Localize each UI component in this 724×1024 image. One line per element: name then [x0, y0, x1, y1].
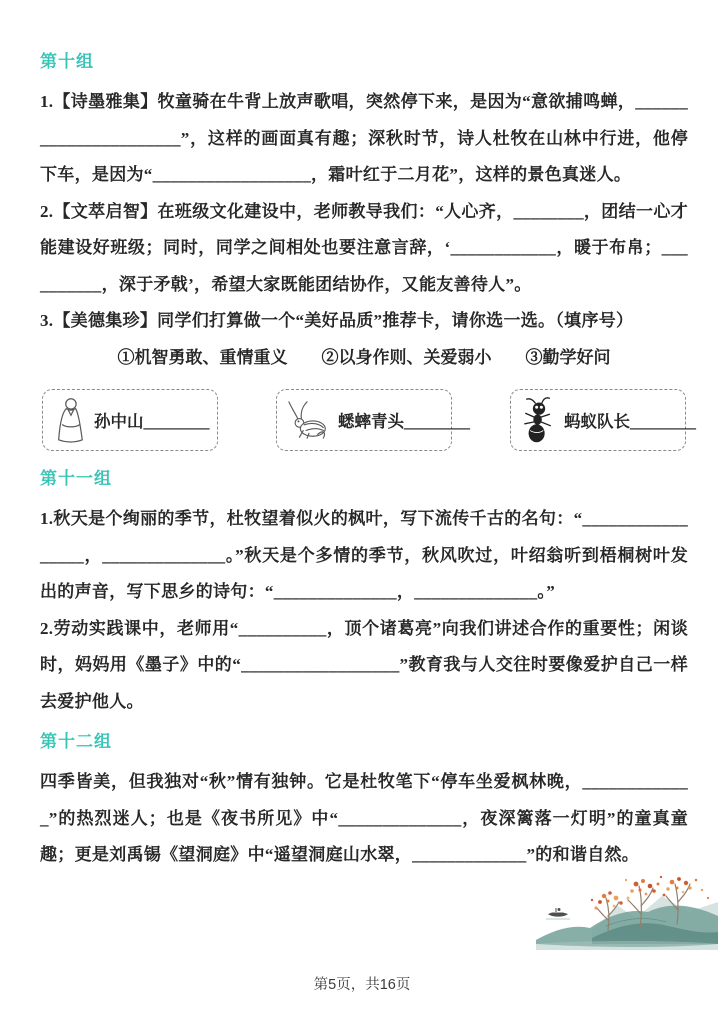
exercise-item: 1.秋天是个绚丽的季节，杜牧望着似火的枫叶，写下流传千古的名句：“_________________，______________。”秋天是个多情的季节，秋风吹过，叶绍翁听到梧桐树叶发出的声音，写下思乡的诗句：“______________，______________。”	[40, 509, 688, 601]
recommend-card-cricket-qingtou	[276, 389, 470, 451]
card-label: 孙中山________	[94, 412, 210, 431]
section-title: 第十一组	[40, 469, 112, 488]
options-line: ①机智勇敢、重情重义 ②以身作则、关爱弱小 ③勤学好问	[117, 347, 611, 367]
card-label: 蚂蚁队长________	[564, 412, 696, 431]
exercise-item: 2.【文萃启智】在班级文化建设中，老师教导我们：“人心齐，________，团结一心才能建设好班级；同时，同学之间相处也要注意言辞，‘____________，暖于布帛；__________，深于矛戟’，希望大家既能团结协作，又能友善待人”。	[40, 201, 688, 294]
ant-captain-icon	[521, 396, 557, 444]
section-title: 第十二组	[40, 732, 112, 751]
exercise-item: 2.劳动实践课中，老师用“__________，顶个诸葛亮”向我们讲述合作的重要性；闲谈时，妈妈用《墨子》中的“__________________”教育我与人交往时要像爱护自己一样去爱护他人。	[40, 618, 688, 711]
sun-yat-sen-figure-icon	[53, 395, 87, 445]
recommend-card-ant-captain	[510, 389, 696, 451]
section-group-10	[40, 50, 696, 451]
recommend-cards-row	[42, 389, 696, 451]
exercise-item: 四季皆美，但我独对“秋”情有独钟。它是杜牧笔下“停车坐爱枫林晚，_____________”的热烈迷人；也是《夜书所见》中“______________，夜深篱落一灯明”的童真童趣；更是刘禹锡《望洞庭》中“遥望洞庭山水翠，_____________”的和谐自然。	[40, 772, 688, 864]
page-number: 第5页，共16页	[313, 977, 411, 993]
cricket-icon	[287, 400, 331, 440]
recommend-card-sun-yat-sen	[42, 389, 218, 451]
exercise-item: 3.【美德集珍】同学们打算做一个“美好品质”推荐卡，请你选一选。（填序号）	[40, 311, 634, 330]
autumn-landscape-decoration	[536, 872, 718, 950]
section-group-11	[40, 467, 688, 720]
exercise-item: 1.【诗墨雅集】牧童骑在牛背上放声歌唱，突然停下来，是因为“意欲捕鸣蝉，______________________”，这样的画面真有趣；深秋时节，诗人杜牧在山林中行进，他停下车，是因为“__________________，霜叶红于二月花”，这样的景色真迷人。	[40, 92, 688, 184]
section-group-12	[40, 730, 688, 874]
card-label: 蟋蟀青头________	[338, 412, 470, 431]
worksheet-content	[40, 50, 696, 874]
section-title: 第十组	[40, 52, 94, 71]
